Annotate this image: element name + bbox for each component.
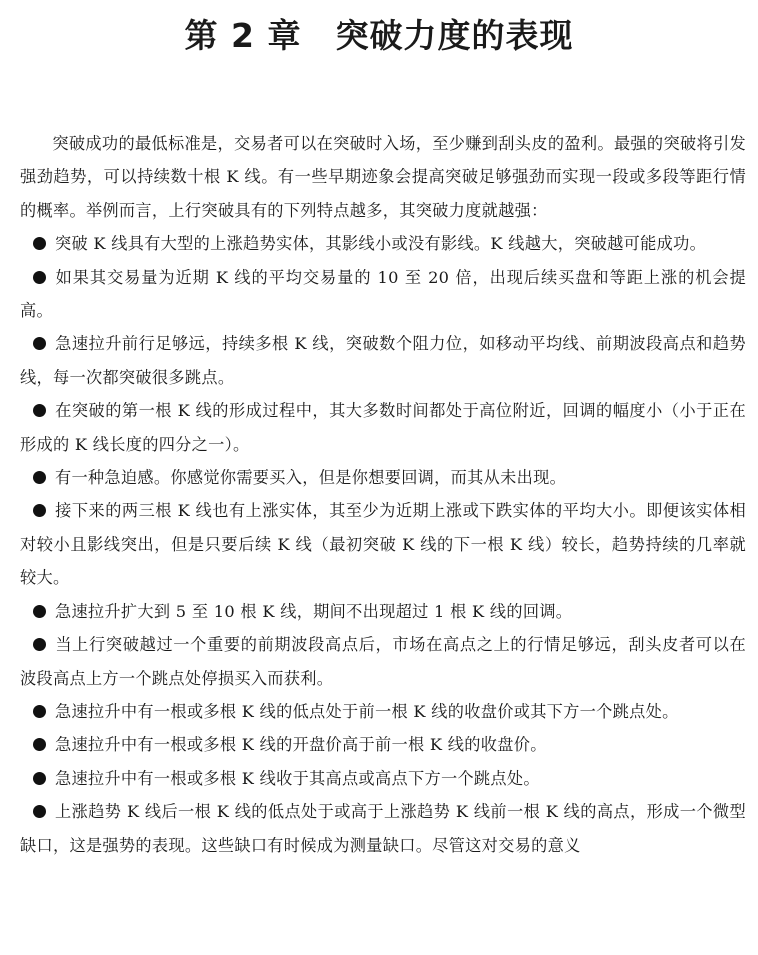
bullet-icon [33,471,46,484]
bullet-item [20,327,746,394]
bullet-text: 有一种急迫感。你感觉你需要买入，但是你想要回调，而其从未出现。 [54,468,567,488]
bullet-icon [33,705,46,718]
bullet-text: 突破 K 线具有大型的上涨趋势实体，其影线小或没有影线。K 线越大，突破越可能成功。 [54,234,707,254]
bullet-item [20,762,746,795]
bullet-icon [33,805,46,818]
bullet-item [20,628,746,695]
bullet-text: 在突破的第一根 K 线的形成过程中，其大多数时间都处于高位附近，回调的幅度小（小于正在形成的 K 线长度的四分之一）。 [20,401,746,454]
bullet-icon [33,504,46,517]
bullet-text: 急速拉升中有一根或多根 K 线的开盘价高于前一根 K 线的收盘价。 [54,735,547,755]
bullet-icon [33,738,46,751]
bullet-text: 急速拉升扩大到 5 至 10 根 K 线，期间不出现超过 1 根 K 线的回调。 [54,601,573,621]
chapter-heading [0,10,758,57]
bullet-item [20,595,746,628]
bullet-item [20,494,746,594]
bullet-text: 急速拉升中有一根或多根 K 线收于其高点或高点下方一个跳点处。 [54,768,540,788]
bullet-icon [33,772,46,785]
bullet-icon [33,337,46,350]
chapter-number: 第 2 章 [184,16,302,55]
bullet-icon [33,605,46,618]
bullet-item [20,728,746,761]
body-text [20,127,746,862]
bullet-text: 接下来的两三根 K 线也有上涨实体，其至少为近期上涨或下跌实体的平均大小。即便该实体相对较小且影线突出，但是只要后续 K 线（最初突破 K 线的下一根 K 线）较长，趋势持续的几率就较大。 [20,501,746,588]
bullet-icon [33,237,46,250]
bullet-item [20,227,746,260]
bullet-icon [33,271,46,284]
chapter-title: 突破力度的表现 [335,16,574,55]
bullet-item [20,394,746,461]
bullet-icon [33,404,46,417]
bullet-text: 急速拉升前行足够远，持续多根 K 线，突破数个阻力位，如移动平均线、前期波段高点和趋势线，每一次都突破很多跳点。 [20,334,746,387]
bullet-text: 急速拉升中有一根或多根 K 线的低点处于前一根 K 线的收盘价或其下方一个跳点处。 [54,701,679,721]
bullet-item [20,461,746,494]
bullet-text: 当上行突破越过一个重要的前期波段高点后，市场在高点之上的行情足够远，刮头皮者可以在波段高点上方一个跳点处停损买入而获利。 [20,635,746,688]
intro-paragraph: 突破成功的最低标准是，交易者可以在突破时入场，至少赚到刮头皮的盈利。最强的突破将引发强劲趋势，可以持续数十根 K 线。有一些早期迹象会提高突破足够强劲而实现一段或多段等距行情的概率。举例而言，上行突破具有的下列特点越多，其突破力度就越强： [20,134,746,220]
bullet-item [20,795,746,862]
bullet-text: 上涨趋势 K 线后一根 K 线的低点处于或高于上涨趋势 K 线前一根 K 线的高点，形成一个微型缺口，这是强势的表现。这些缺口有时候成为测量缺口。尽管这对交易的意义 [20,802,746,855]
bullet-text: 如果其交易量为近期 K 线的平均交易量的 10 至 20 倍，出现后续买盘和等距上涨的机会提高。 [20,267,746,321]
bullet-icon [33,638,46,651]
bullet-item [20,261,746,328]
bullet-item [20,695,746,728]
